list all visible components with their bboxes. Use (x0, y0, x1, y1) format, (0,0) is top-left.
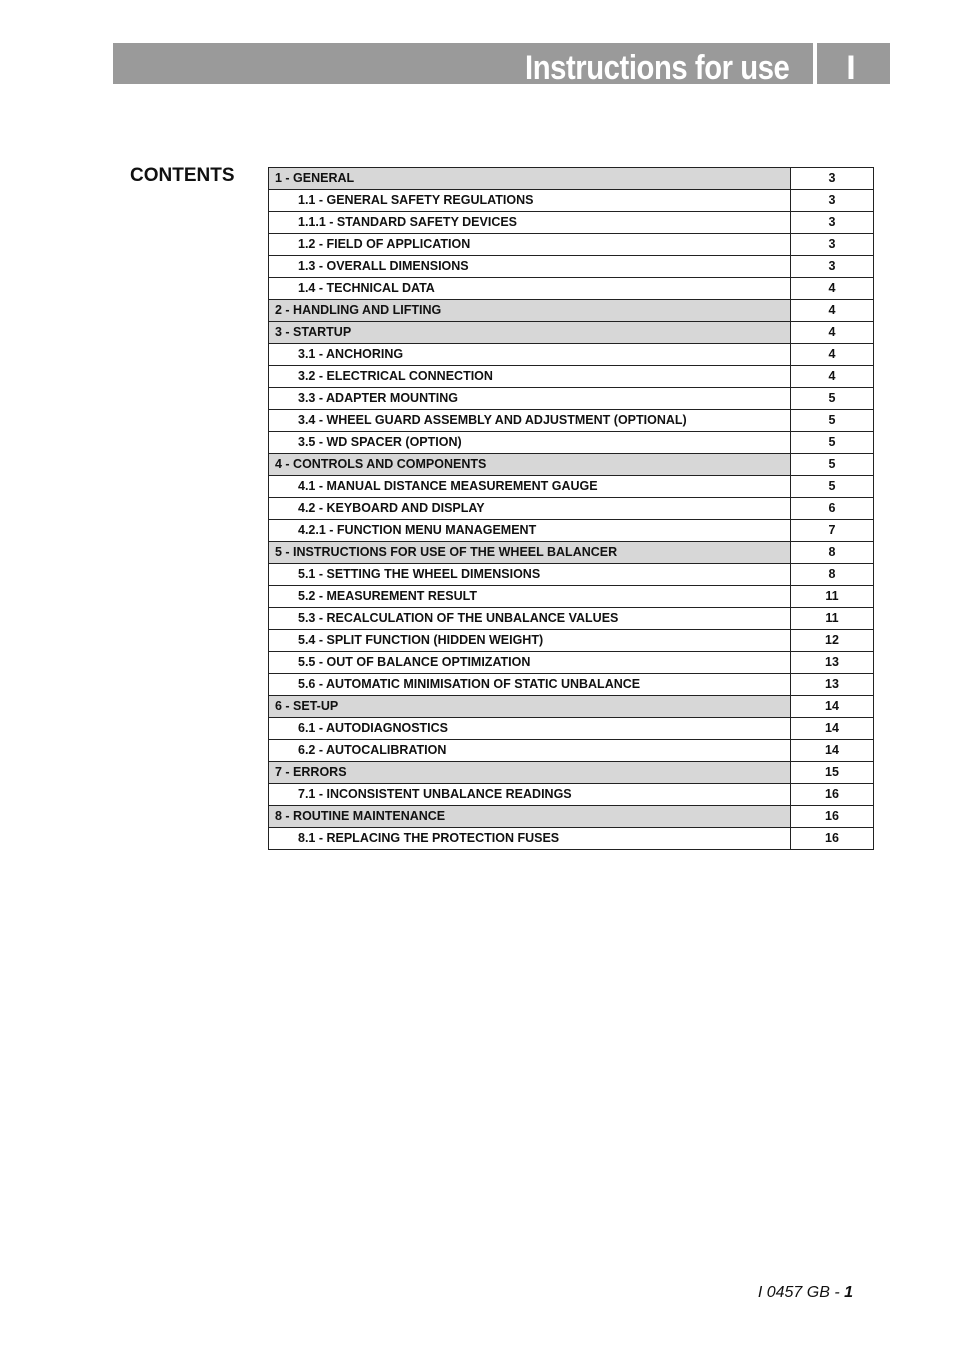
toc-entry-page: 16 (791, 828, 874, 850)
toc-entry-page: 5 (791, 410, 874, 432)
toc-entry-title: 8 - ROUTINE MAINTENANCE (269, 806, 791, 828)
toc-entry-title: 3 - STARTUP (269, 322, 791, 344)
toc-section-row[interactable] (269, 322, 874, 344)
toc-body (269, 168, 874, 850)
page-footer (758, 1283, 853, 1303)
toc-entry-page: 5 (791, 388, 874, 410)
toc-subsection-row[interactable] (269, 344, 874, 366)
toc-subsection-row[interactable] (269, 674, 874, 696)
toc-entry-title: 5.4 - SPLIT FUNCTION (HIDDEN WEIGHT) (269, 630, 791, 652)
toc-section-row[interactable] (269, 696, 874, 718)
toc-subsection-row[interactable] (269, 828, 874, 850)
toc-entry-page: 8 (791, 564, 874, 586)
toc-subsection-row[interactable] (269, 586, 874, 608)
toc-section-row[interactable] (269, 762, 874, 784)
toc-section-row[interactable] (269, 454, 874, 476)
toc-subsection-row[interactable] (269, 190, 874, 212)
toc-section-row[interactable] (269, 168, 874, 190)
toc-subsection-row[interactable] (269, 564, 874, 586)
toc-subsection-row[interactable] (269, 652, 874, 674)
header-bar (113, 43, 813, 87)
toc-subsection-row[interactable] (269, 630, 874, 652)
toc-entry-title: 4 - CONTROLS AND COMPONENTS (269, 454, 791, 476)
toc-entry-title: 1.1.1 - STANDARD SAFETY DEVICES (269, 212, 791, 234)
toc-entry-title: 3.5 - WD SPACER (OPTION) (269, 432, 791, 454)
toc-entry-page: 12 (791, 630, 874, 652)
table-of-contents (268, 167, 874, 850)
toc-entry-title: 7.1 - INCONSISTENT UNBALANCE READINGS (269, 784, 791, 806)
toc-entry-page: 5 (791, 432, 874, 454)
toc-entry-page: 3 (791, 256, 874, 278)
toc-entry-page: 13 (791, 674, 874, 696)
toc-subsection-row[interactable] (269, 520, 874, 542)
toc-entry-title: 6.2 - AUTOCALIBRATION (269, 740, 791, 762)
toc-subsection-row[interactable] (269, 608, 874, 630)
toc-entry-title: 4.2 - KEYBOARD AND DISPLAY (269, 498, 791, 520)
toc-entry-page: 5 (791, 454, 874, 476)
toc-entry-page: 4 (791, 322, 874, 344)
toc-subsection-row[interactable] (269, 278, 874, 300)
toc-entry-title: 8.1 - REPLACING THE PROTECTION FUSES (269, 828, 791, 850)
toc-entry-page: 3 (791, 234, 874, 256)
toc-entry-page: 4 (791, 278, 874, 300)
toc-entry-page: 7 (791, 520, 874, 542)
toc-entry-page: 5 (791, 476, 874, 498)
toc-entry-title: 5.2 - MEASUREMENT RESULT (269, 586, 791, 608)
toc-subsection-row[interactable] (269, 498, 874, 520)
toc-section-row[interactable] (269, 806, 874, 828)
toc-entry-title: 7 - ERRORS (269, 762, 791, 784)
toc-entry-title: 5 - INSTRUCTIONS FOR USE OF THE WHEEL BALANCER (269, 542, 791, 564)
toc-subsection-row[interactable] (269, 432, 874, 454)
toc-entry-title: 4.2.1 - FUNCTION MENU MANAGEMENT (269, 520, 791, 542)
toc-entry-page: 13 (791, 652, 874, 674)
toc-entry-page: 4 (791, 344, 874, 366)
toc-entry-page: 8 (791, 542, 874, 564)
page-number: 1 (844, 1284, 853, 1301)
toc-section-row[interactable] (269, 300, 874, 322)
toc-entry-title: 1.2 - FIELD OF APPLICATION (269, 234, 791, 256)
toc-subsection-row[interactable] (269, 784, 874, 806)
toc-entry-title: 1.4 - TECHNICAL DATA (269, 278, 791, 300)
toc-entry-page: 3 (791, 212, 874, 234)
toc-section-row[interactable] (269, 542, 874, 564)
toc-entry-page: 15 (791, 762, 874, 784)
toc-subsection-row[interactable] (269, 388, 874, 410)
toc-subsection-row[interactable] (269, 740, 874, 762)
toc-entry-title: 1 - GENERAL (269, 168, 791, 190)
toc-entry-page: 3 (791, 190, 874, 212)
toc-entry-page: 11 (791, 608, 874, 630)
toc-entry-title: 5.1 - SETTING THE WHEEL DIMENSIONS (269, 564, 791, 586)
toc-subsection-row[interactable] (269, 718, 874, 740)
toc-entry-page: 16 (791, 784, 874, 806)
toc-entry-page: 4 (791, 366, 874, 388)
toc-entry-title: 1.3 - OVERALL DIMENSIONS (269, 256, 791, 278)
toc-entry-title: 5.6 - AUTOMATIC MINIMISATION OF STATIC UNBALANCE (269, 674, 791, 696)
toc-entry-title: 6 - SET-UP (269, 696, 791, 718)
toc-entry-page: 6 (791, 498, 874, 520)
toc-entry-title: 3.2 - ELECTRICAL CONNECTION (269, 366, 791, 388)
toc-subsection-row[interactable] (269, 256, 874, 278)
contents-heading: CONTENTS (130, 165, 235, 186)
toc-entry-title: 2 - HANDLING AND LIFTING (269, 300, 791, 322)
toc-subsection-row[interactable] (269, 234, 874, 256)
section-tab (817, 43, 890, 87)
toc-entry-page: 14 (791, 718, 874, 740)
page-title: Instructions for use (524, 49, 789, 87)
toc-entry-page: 16 (791, 806, 874, 828)
toc-entry-title: 3.4 - WHEEL GUARD ASSEMBLY AND ADJUSTMENT (OPTIONAL) (269, 410, 791, 432)
toc-subsection-row[interactable] (269, 212, 874, 234)
toc-entry-page: 4 (791, 300, 874, 322)
toc-subsection-row[interactable] (269, 366, 874, 388)
toc-entry-title: 3.1 - ANCHORING (269, 344, 791, 366)
toc-entry-page: 14 (791, 740, 874, 762)
document-reference: I 0457 GB - (757, 1284, 845, 1301)
toc-entry-title: 4.1 - MANUAL DISTANCE MEASUREMENT GAUGE (269, 476, 791, 498)
toc-entry-title: 5.5 - OUT OF BALANCE OPTIMIZATION (269, 652, 791, 674)
toc-entry-title: 5.3 - RECALCULATION OF THE UNBALANCE VALUES (269, 608, 791, 630)
toc-entry-page: 3 (791, 168, 874, 190)
toc-entry-title: 6.1 - AUTODIAGNOSTICS (269, 718, 791, 740)
toc-subsection-row[interactable] (269, 476, 874, 498)
toc-entry-page: 11 (791, 586, 874, 608)
toc-entry-title: 1.1 - GENERAL SAFETY REGULATIONS (269, 190, 791, 212)
toc-entry-title: 3.3 - ADAPTER MOUNTING (269, 388, 791, 410)
toc-subsection-row[interactable] (269, 410, 874, 432)
section-letter: I (846, 49, 856, 87)
toc-entry-page: 14 (791, 696, 874, 718)
